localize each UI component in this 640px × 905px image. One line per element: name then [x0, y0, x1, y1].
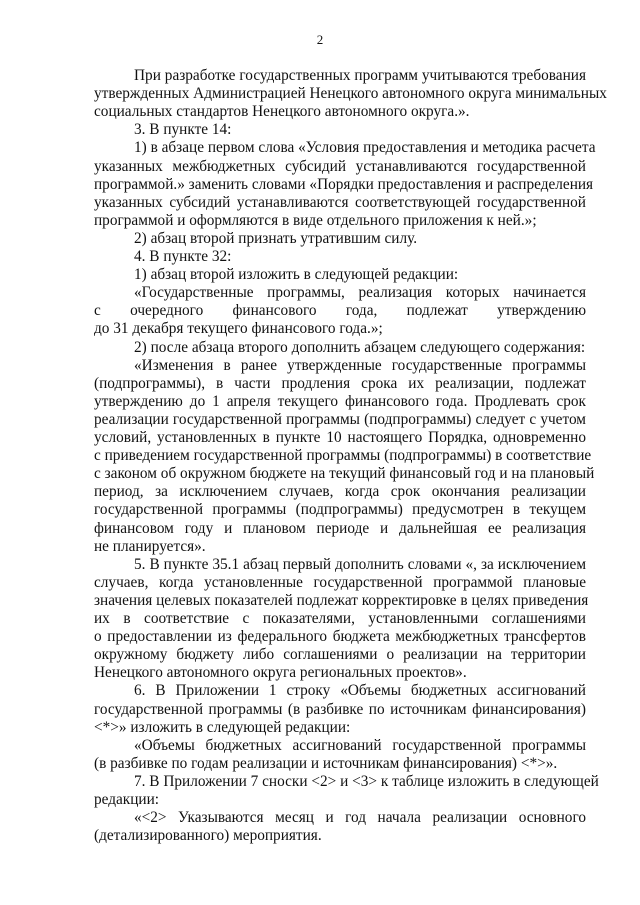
- text-line: Ненецкого автономного округа региональных проектов».: [94, 664, 467, 682]
- text-line: случаев, когда установленные государственной программой плановые: [94, 573, 586, 591]
- text-line: При разработке государственных программ учитываются требования: [134, 67, 586, 84]
- text-line: с законом об окружном бюджете на текущий финансовый год и на плановый: [94, 465, 595, 483]
- text-line: 2) абзац второй признать утратившим силу.: [134, 229, 418, 247]
- text-line: редакции:: [94, 791, 160, 808]
- text-line: (детализированного) мероприятия.: [94, 827, 322, 845]
- text-line: период, за исключением случаев, когда срок окончания реализации: [94, 483, 586, 501]
- text-line: не планируется».: [94, 537, 206, 555]
- text-line: значения целевых показателей подлежат корректировке в целях приведения: [94, 591, 589, 609]
- text-line: финансовом году и плановом периоде и дальнейшая ее реализация: [94, 519, 586, 537]
- text-line: указанных межбюджетных субсидий устанавливаются государственной: [94, 157, 586, 175]
- text-line: <*>» изложить в следующей редакции:: [94, 718, 351, 736]
- text-line: 1) в абзаце первом слова «Условия предоставления и методика расчета: [134, 139, 596, 157]
- text-line: (подпрограммы), в части продления срока их реализации, подлежат: [94, 374, 586, 392]
- text-line: «Изменения в ранее утвержденные государственные программы: [134, 356, 586, 374]
- text-line: с приведением государственной программы (подпрограммы) в соответствие: [94, 447, 592, 465]
- text-line: 1) абзац второй изложить в следующей редакции:: [134, 266, 459, 284]
- text-line: «<2> Указываются месяц и год начала реализации основного: [134, 809, 586, 827]
- text-line: 5. В пункте 35.1 абзац первый дополнить словами «, за исключением: [134, 555, 586, 573]
- text-line: их в соответствие с показателями, установленными соглашениями: [94, 610, 586, 627]
- text-line: (в разбивке по годам реализации и источникам финансирования) <*>».: [94, 754, 558, 772]
- text-line: указанных субсидий устанавливаются соответствующей государственной: [94, 193, 586, 211]
- text-line: 2) после абзаца второго дополнить абзацем следующего содержания:: [134, 338, 586, 356]
- text-line: «Объемы бюджетных ассигнований государственной программы: [134, 736, 586, 754]
- text-line: с очередного финансового года, подлежат утверждению: [94, 302, 586, 320]
- text-line: утвержденных Администрацией Ненецкого автономного округа минимальных: [94, 85, 607, 103]
- text-line: окружному бюджету либо соглашениями о реализации на территории: [94, 646, 586, 664]
- text-line: о предоставлении из федерального бюджета межбюджетных трансфертов: [94, 628, 586, 646]
- text-line: условий, установленных в пункте 10 настоящего Порядка, одновременно: [94, 429, 586, 446]
- text-line: 4. В пункте 32:: [134, 248, 232, 265]
- text-line: государственной программы (в разбивке по источникам финансирования): [94, 700, 586, 718]
- page-number: 2: [316, 32, 324, 47]
- text-line: 3. В пункте 14:: [134, 121, 232, 139]
- text-line: «Государственные программы, реализация которых начинается: [134, 284, 586, 302]
- text-line: 6. В Приложении 1 строку «Объемы бюджетных ассигнований: [134, 682, 586, 700]
- text-line: программой и оформляются в виде отдельного приложения к ней.»;: [94, 211, 537, 229]
- text-line: до 31 декабря текущего финансового года.»;: [94, 320, 383, 338]
- text-line: социальных стандартов Ненецкого автономного округа.».: [94, 103, 470, 121]
- text-line: утверждению до 1 апреля текущего финансового года. Продлевать срок: [94, 392, 586, 410]
- text-line: государственной программы (подпрограммы) предусмотрен в текущем: [94, 501, 586, 519]
- text-line: реализации государственной программы (подпрограммы) следует с учетом: [94, 410, 586, 428]
- text-line: программой.» заменить словами «Порядки предоставления и распределения: [94, 175, 594, 193]
- text-line: 7. В Приложении 7 сноски <2> и <3> к таблице изложить в следующей: [134, 772, 599, 790]
